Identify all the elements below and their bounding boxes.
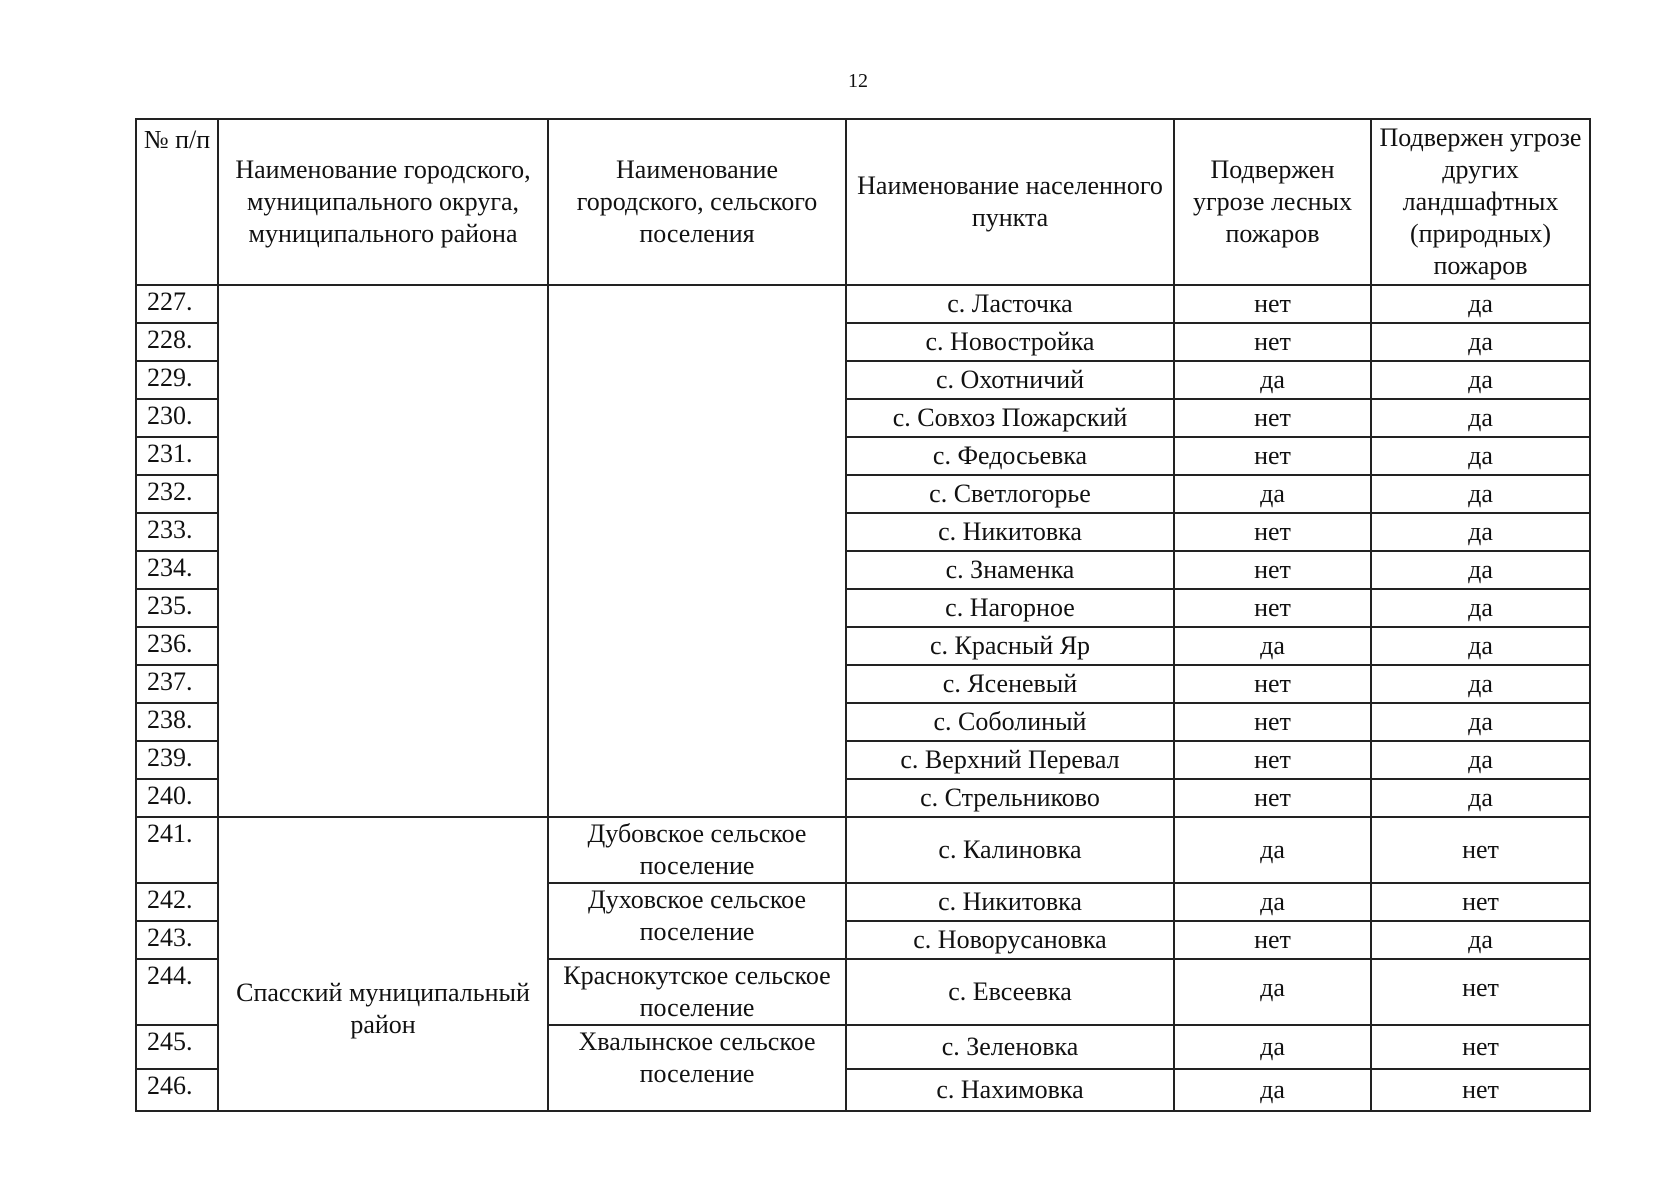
settlement-cell: Хвалынское сельское поселение bbox=[548, 1025, 846, 1111]
forest-fire-cell: да bbox=[1174, 1025, 1371, 1069]
locality-cell: с. Нахимовка bbox=[846, 1069, 1174, 1111]
settlement-cell: Краснокутское сельское поселение bbox=[548, 959, 846, 1025]
row-num: 237. bbox=[136, 665, 218, 703]
forest-fire-cell: нет bbox=[1174, 665, 1371, 703]
locality-cell: с. Соболиный bbox=[846, 703, 1174, 741]
row-num: 229. bbox=[136, 361, 218, 399]
header-row bbox=[136, 119, 1590, 285]
row-num: 243. bbox=[136, 921, 218, 959]
settlement-cell: Духовское сельское поселение bbox=[548, 883, 846, 959]
forest-fire-cell: нет bbox=[1174, 285, 1371, 323]
locality-cell: с. Знаменка bbox=[846, 551, 1174, 589]
municipality-cell-empty bbox=[218, 285, 548, 817]
locality-cell: с. Охотничий bbox=[846, 361, 1174, 399]
forest-fire-cell: да bbox=[1174, 475, 1371, 513]
row-num: 238. bbox=[136, 703, 218, 741]
header-forest-fire: Подвержен угрозе лесных пожаров bbox=[1174, 119, 1371, 285]
table-row bbox=[136, 285, 1590, 323]
row-num: 228. bbox=[136, 323, 218, 361]
landscape-fire-cell: да bbox=[1371, 741, 1590, 779]
landscape-fire-cell: да bbox=[1371, 285, 1590, 323]
landscape-fire-cell: нет bbox=[1371, 883, 1590, 921]
locality-cell: с. Федосьевка bbox=[846, 437, 1174, 475]
locality-cell: с. Новорусановка bbox=[846, 921, 1174, 959]
forest-fire-cell: да bbox=[1174, 361, 1371, 399]
landscape-fire-cell: да bbox=[1371, 399, 1590, 437]
row-num: 233. bbox=[136, 513, 218, 551]
landscape-fire-cell: да bbox=[1371, 665, 1590, 703]
landscape-fire-cell: да bbox=[1371, 437, 1590, 475]
row-num: 235. bbox=[136, 589, 218, 627]
row-num: 236. bbox=[136, 627, 218, 665]
municipality-cell: Спасский муниципальный район bbox=[218, 817, 548, 1111]
table-row bbox=[136, 817, 1590, 883]
locality-cell: с. Нагорное bbox=[846, 589, 1174, 627]
row-num: 240. bbox=[136, 779, 218, 817]
row-num: 231. bbox=[136, 437, 218, 475]
row-num: 234. bbox=[136, 551, 218, 589]
forest-fire-cell: да bbox=[1174, 627, 1371, 665]
forest-fire-cell: да bbox=[1174, 817, 1371, 883]
header-locality: Наименование населенного пункта bbox=[846, 119, 1174, 285]
locality-cell: с. Евсеевка bbox=[846, 959, 1174, 1025]
landscape-fire-cell: да bbox=[1371, 323, 1590, 361]
forest-fire-cell: нет bbox=[1174, 589, 1371, 627]
settlement-cell-empty bbox=[548, 285, 846, 817]
header-num: № п/п bbox=[136, 119, 218, 285]
forest-fire-cell: да bbox=[1174, 959, 1371, 1025]
header-settlement: Наименование городского, сельского поселения bbox=[548, 119, 846, 285]
forest-fire-cell: нет bbox=[1174, 399, 1371, 437]
landscape-fire-cell: нет bbox=[1371, 1025, 1590, 1069]
settlements-fire-risk-table bbox=[135, 118, 1591, 1112]
landscape-fire-cell: да bbox=[1371, 361, 1590, 399]
row-num: 230. bbox=[136, 399, 218, 437]
forest-fire-cell: нет bbox=[1174, 513, 1371, 551]
landscape-fire-cell: да bbox=[1371, 589, 1590, 627]
locality-cell: с. Новостройка bbox=[846, 323, 1174, 361]
settlement-cell: Дубовское сельское поселение bbox=[548, 817, 846, 883]
header-municipality: Наименование городского, муниципального округа, муниципального района bbox=[218, 119, 548, 285]
landscape-fire-cell: нет bbox=[1371, 959, 1590, 1025]
locality-cell: с. Верхний Перевал bbox=[846, 741, 1174, 779]
forest-fire-cell: нет bbox=[1174, 779, 1371, 817]
forest-fire-cell: нет bbox=[1174, 437, 1371, 475]
forest-fire-cell: нет bbox=[1174, 921, 1371, 959]
forest-fire-cell: нет bbox=[1174, 703, 1371, 741]
locality-cell: с. Зеленовка bbox=[846, 1025, 1174, 1069]
row-num: 245. bbox=[136, 1025, 218, 1069]
locality-cell: с. Совхоз Пожарский bbox=[846, 399, 1174, 437]
landscape-fire-cell: да bbox=[1371, 703, 1590, 741]
forest-fire-cell: нет bbox=[1174, 551, 1371, 589]
row-num: 246. bbox=[136, 1069, 218, 1111]
locality-cell: с. Ласточка bbox=[846, 285, 1174, 323]
row-num: 241. bbox=[136, 817, 218, 883]
locality-cell: с. Калиновка bbox=[846, 817, 1174, 883]
row-num: 232. bbox=[136, 475, 218, 513]
forest-fire-cell: да bbox=[1174, 1069, 1371, 1111]
landscape-fire-cell: да bbox=[1371, 551, 1590, 589]
forest-fire-cell: да bbox=[1174, 883, 1371, 921]
row-num: 244. bbox=[136, 959, 218, 1025]
page-number: 12 bbox=[848, 70, 868, 92]
landscape-fire-cell: да bbox=[1371, 627, 1590, 665]
locality-cell: с. Светлогорье bbox=[846, 475, 1174, 513]
landscape-fire-cell: да bbox=[1371, 513, 1590, 551]
locality-cell: с. Никитовка bbox=[846, 883, 1174, 921]
locality-cell: с. Никитовка bbox=[846, 513, 1174, 551]
landscape-fire-cell: да bbox=[1371, 475, 1590, 513]
landscape-fire-cell: да bbox=[1371, 779, 1590, 817]
landscape-fire-cell: нет bbox=[1371, 817, 1590, 883]
row-num: 239. bbox=[136, 741, 218, 779]
row-num: 227. bbox=[136, 285, 218, 323]
row-num: 242. bbox=[136, 883, 218, 921]
forest-fire-cell: нет bbox=[1174, 741, 1371, 779]
landscape-fire-cell: нет bbox=[1371, 1069, 1590, 1111]
forest-fire-cell: нет bbox=[1174, 323, 1371, 361]
locality-cell: с. Ясеневый bbox=[846, 665, 1174, 703]
header-landscape-fire: Подвержен угрозе других ландшафтных (природных) пожаров bbox=[1371, 119, 1590, 285]
locality-cell: с. Стрельниково bbox=[846, 779, 1174, 817]
locality-cell: с. Красный Яр bbox=[846, 627, 1174, 665]
landscape-fire-cell: да bbox=[1371, 921, 1590, 959]
